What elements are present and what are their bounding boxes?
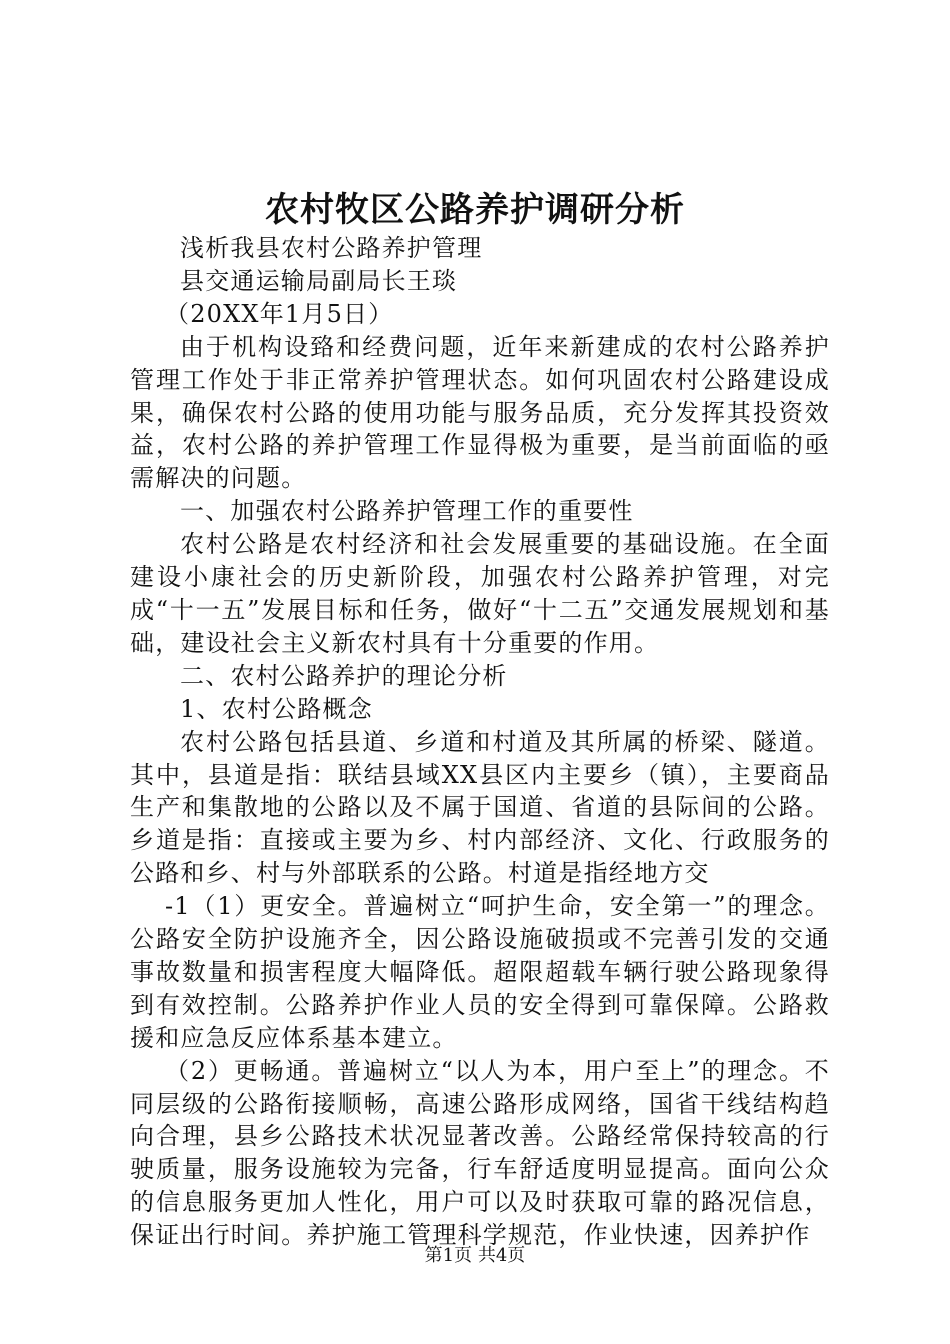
section-heading-2: 二、农村公路养护的理论分析 — [180, 661, 508, 690]
safety-paragraph: -1（1）更安全。普遍树立“呵护生命，安全第一”的理念。公路安全防护设施齐全，因公路设施破损或不完善引发的交通事故数量和损害程度大幅降低。超限超载车辆行驶公路现象得到有效控制。公路养护作业人员的安全得到可靠保障。公路救援和应急反应体系基本建立。 — [130, 892, 830, 1052]
author-line: 县交通运输局副局长王琰 — [180, 266, 458, 295]
smooth-paragraph: （2）更畅通。普遍树立“以人为本，用户至上”的理念。不同层级的公路衔接顺畅，高速公路形成网络，国省干线结构趋向合理，县乡公路技术状况显著改善。公路经常保持较高的行驶质量，服务设施较为完备，行车舒适度明显提高。面向公众的信息服务更加人性化，用户可以及时获取可靠的路况信息，保证出行时间。养护施工管理科学规范，作业快速，因养护作 — [130, 1056, 830, 1250]
document-body — [130, 232, 830, 1252]
subtitle: 浅析我县农村公路养护管理 — [180, 234, 483, 262]
page-footer: 第1页 共4页 — [424, 1245, 526, 1266]
document-title: 农村牧区公路养护调研分析 — [265, 190, 685, 230]
section-1-paragraph: 农村公路是农村经济和社会发展重要的基础设施。在全面建设小康社会的历史新阶段，加强农村公路养护管理，对完成“十一五”发展目标和任务，做好“十二五”交通发展规划和基础，建设社会主义新农村具有十分重要的作用。 — [130, 530, 830, 657]
date-line: （20XX年1月5日） — [165, 299, 394, 328]
intro-paragraph: 由于机构设臵和经费问题，近年来新建成的农村公路养护管理工作处于非正常养护管理状态。如何巩固农村公路建设成果，确保农村公路的使用功能与服务品质，充分发挥其投资效益，农村公路的养护管理工作显得极为重要，是当前面临的亟需解决的问题。 — [130, 332, 830, 493]
subsection-heading-1: 1、农村公路概念 — [180, 694, 373, 723]
section-heading-1: 一、加强农村公路养护管理工作的重要性 — [180, 497, 634, 526]
concept-paragraph: 农村公路包括县道、乡道和村道及其所属的桥梁、隧道。其中，县道是指：联结县域XX县区内主要乡（镇），主要商品生产和集散地的公路以及不属于国道、省道的县际间的公路。乡道是指：直接或主要为乡、村内部经济、文化、行政服务的公路和乡、村与外部联系的公路。村道是指经地方交 — [130, 727, 830, 888]
